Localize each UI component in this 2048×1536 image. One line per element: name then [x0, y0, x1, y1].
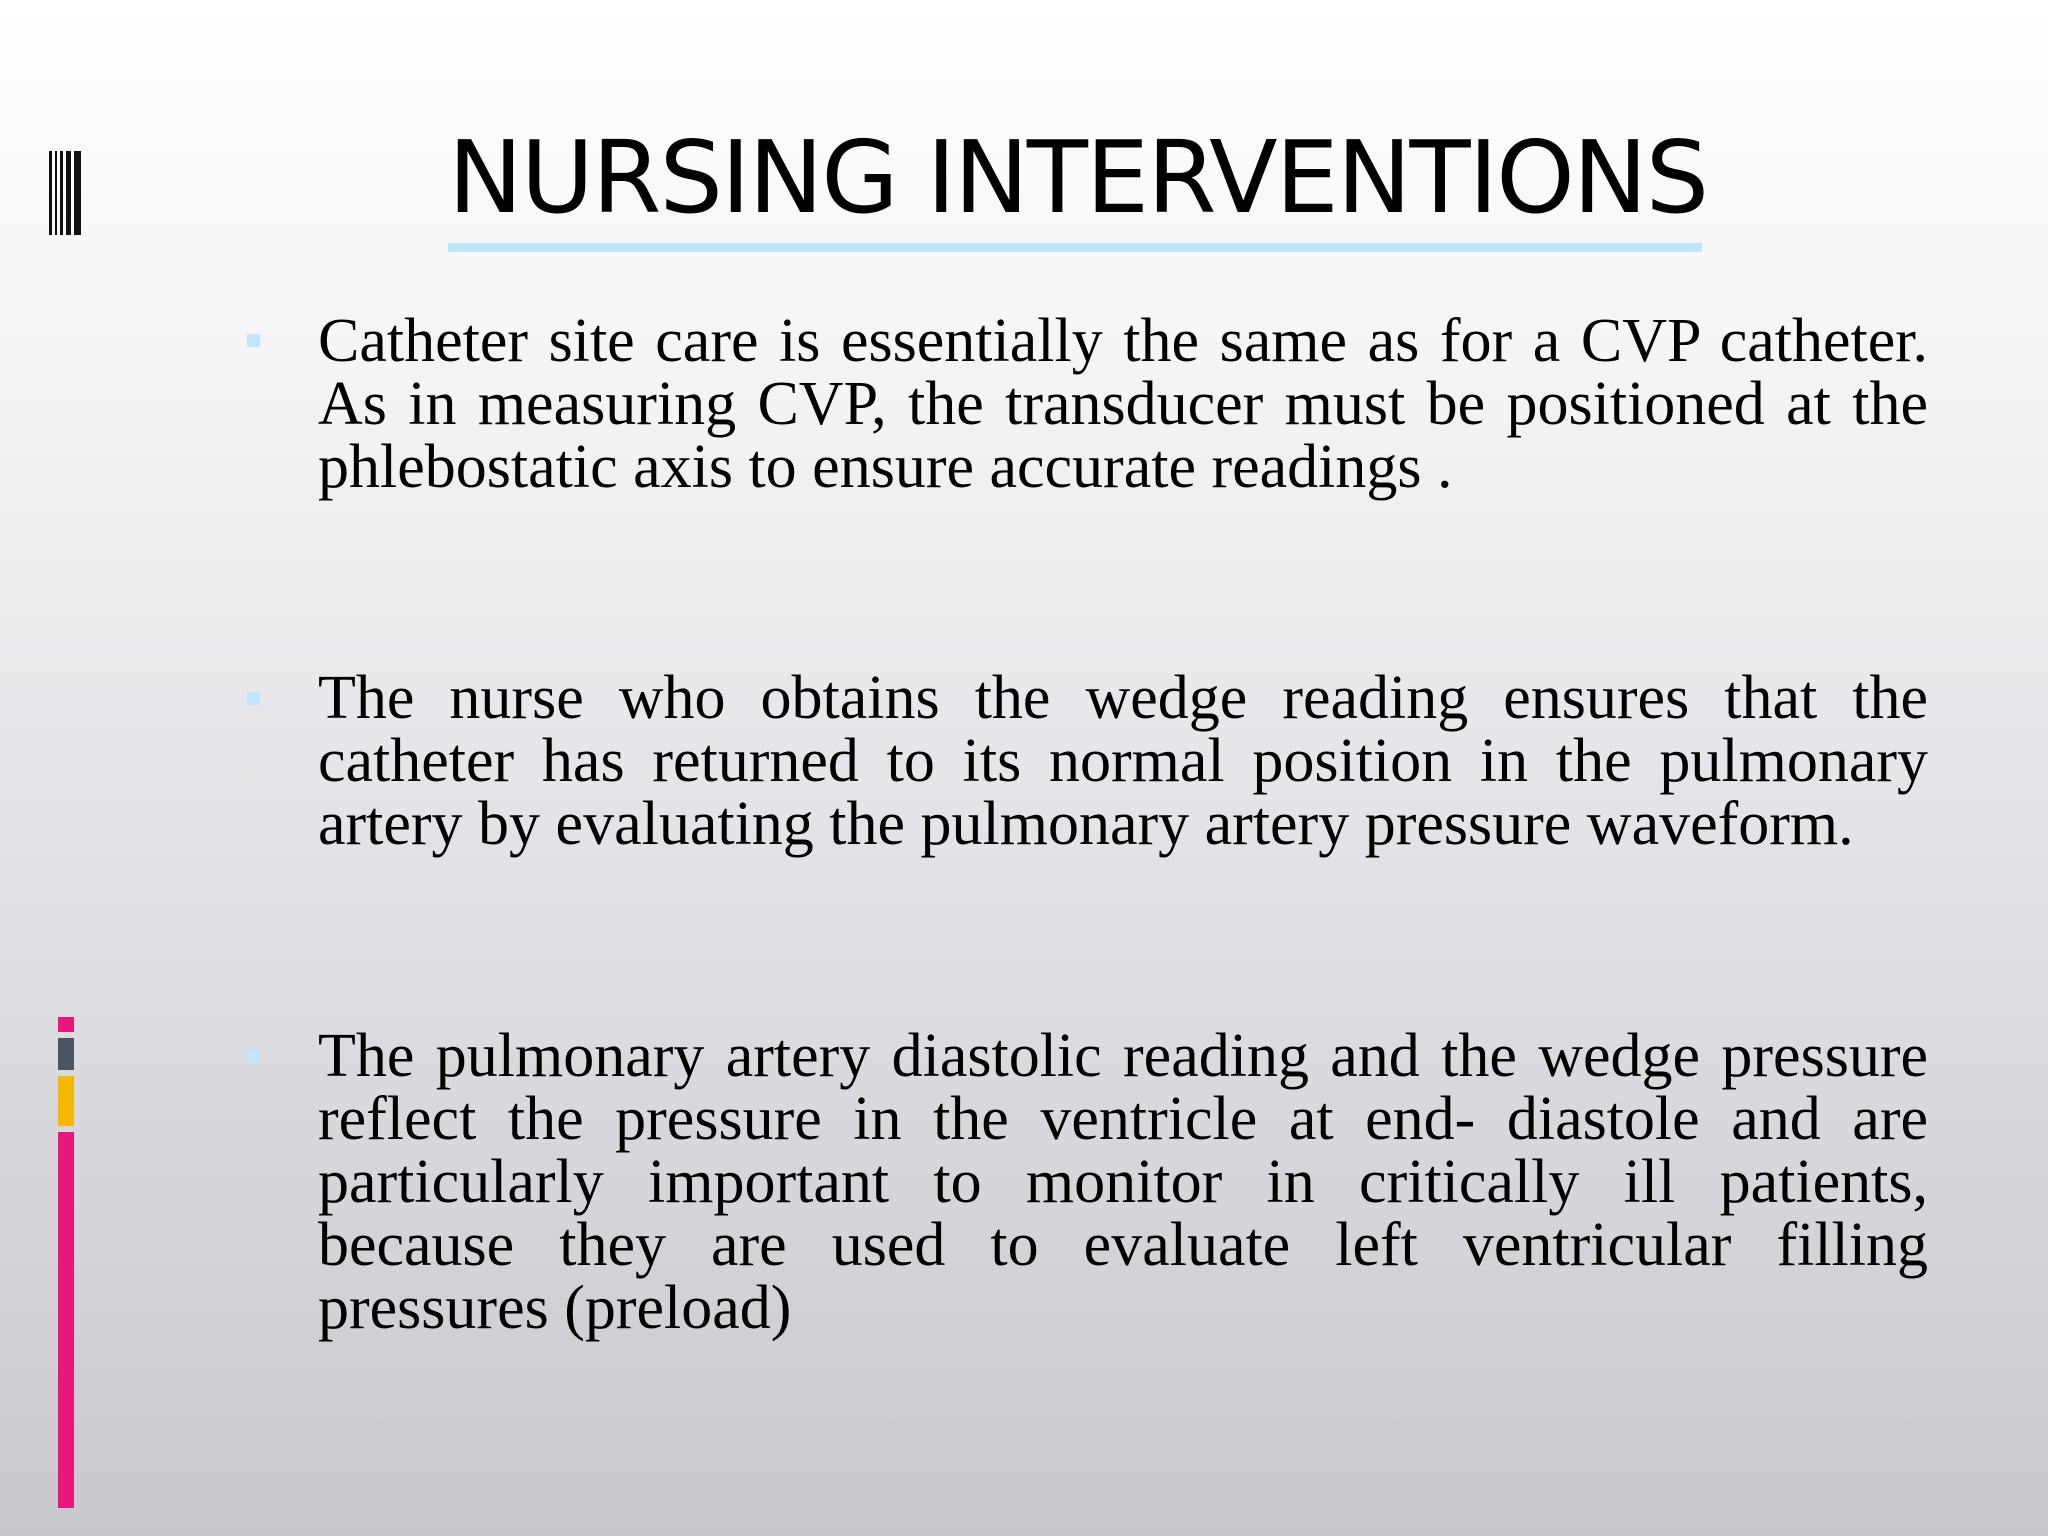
- bullet-item-3: The pulmonary artery diastolic reading and the wedge pressure reflect the pressure in the ventricle at end- diastole and are particularly important to monitor in critically ill patients, because they are used to evaluate left ventricular filling pressures (preload): [318, 1022, 1928, 1342]
- slide-title: NURSING INTERVENTIONS: [448, 119, 1708, 236]
- accent-bar-pink-top: [58, 1017, 74, 1032]
- accent-bar-pink-long: [58, 1132, 74, 1508]
- title-underline: [448, 243, 1702, 252]
- barcode-decoration-icon: [49, 151, 81, 235]
- accent-bar-slate: [58, 1038, 74, 1070]
- square-bullet-icon: [247, 1050, 260, 1063]
- square-bullet-icon: [247, 692, 260, 705]
- bullet-item-1: Catheter site care is essentially the same as for a CVP catheter. As in measuring CVP, the transducer must be positioned at the phlebostatic axis to ensure accurate readings .: [318, 307, 1928, 501]
- square-bullet-icon: [247, 334, 260, 347]
- bullet-item-2: The nurse who obtains the wedge reading ensures that the catheter has returned to its normal position in the pulmonary artery by evaluating the pulmonary artery pressure waveform.: [318, 664, 1928, 858]
- accent-bar-gold: [58, 1076, 74, 1126]
